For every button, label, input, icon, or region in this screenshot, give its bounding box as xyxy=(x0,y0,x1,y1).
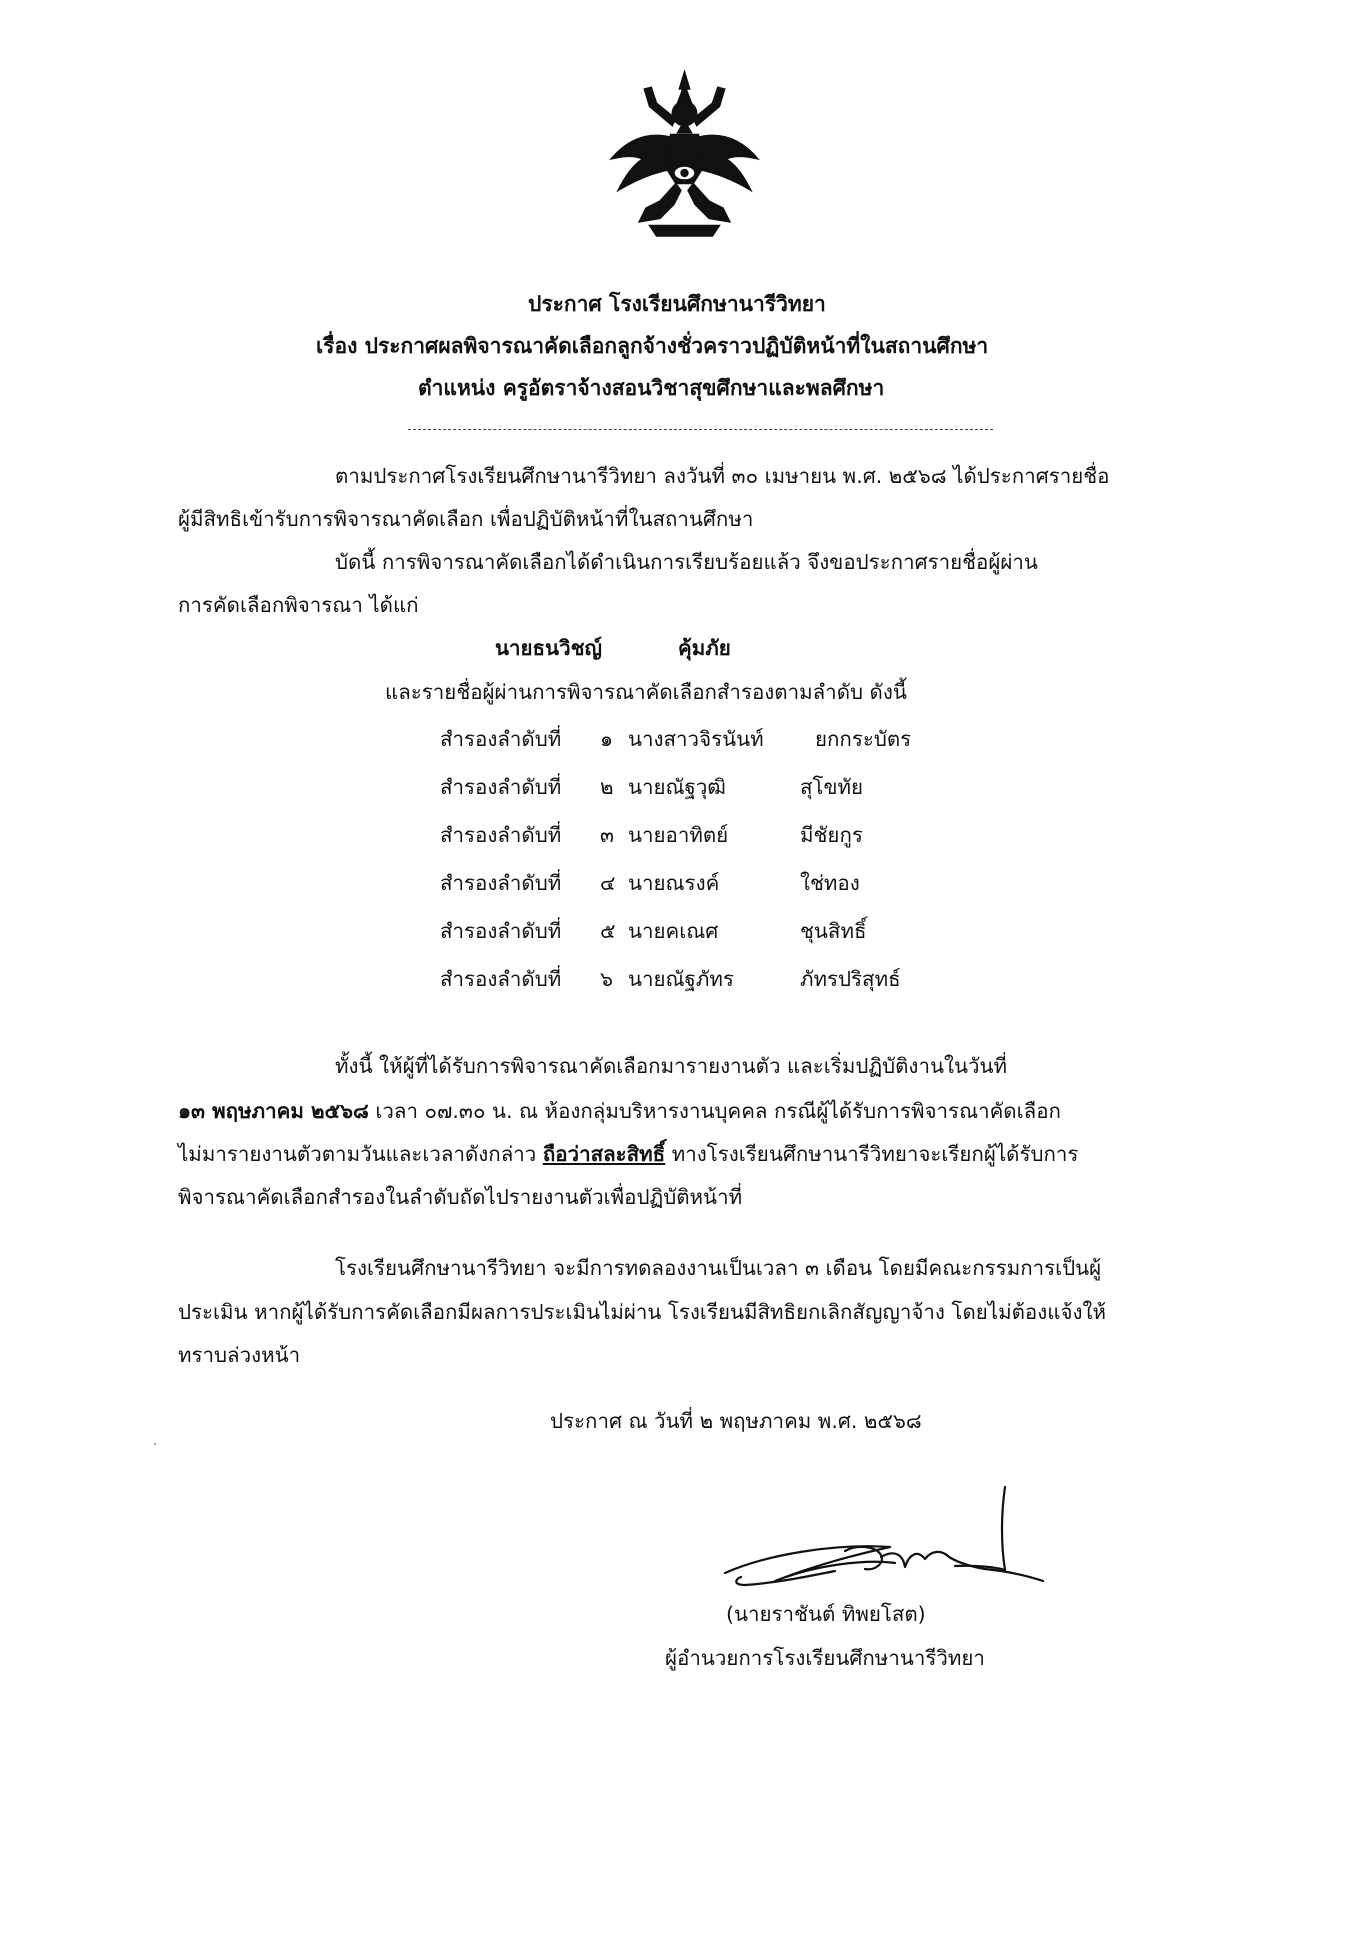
alternate-first-name: นางสาวจิรนันท์ xyxy=(628,727,764,751)
para4-line3: ทราบล่วงหน้า xyxy=(178,1343,301,1367)
alternate-last-name: สุโขทัย xyxy=(800,775,864,799)
alternate-rank: ๑ xyxy=(600,727,614,751)
report-time-place: เวลา ๐๗.๓๐ น. ณ ห้องกลุ่มบริหารงานบุคคล กรณีผู้ได้รับการพิจารณาคัดเลือก xyxy=(368,1099,1061,1123)
alternate-rank: ๓ xyxy=(600,823,615,847)
alternate-label: สำรองลำดับที่ xyxy=(440,727,562,751)
report-date: ๑๓ พฤษภาคม ๒๕๖๘ xyxy=(178,1099,369,1123)
signature-icon xyxy=(705,1485,1050,1600)
alternate-last-name: ยกกระบัตร xyxy=(815,727,912,751)
announcement-subject: เรื่อง ประกาศผลพิจารณาคัดเลือกลูกจ้างชั่วคราวปฏิบัติหน้าที่ในสถานศึกษา xyxy=(316,334,989,358)
alternate-first-name: นายณัฐภัทร xyxy=(628,967,734,991)
scan-speck xyxy=(154,1443,156,1445)
para4-line1: โรงเรียนศึกษานารีวิทยา จะมีการทดลองงานเป็นเวลา ๓ เดือน โดยมีคณะกรรมการเป็นผู้ xyxy=(335,1256,1102,1280)
alternate-last-name: มีชัยกูร xyxy=(800,823,863,847)
signatory-position: ผู้อำนวยการโรงเรียนศึกษานารีวิทยา xyxy=(665,1646,985,1670)
alternates-intro: และรายชื่อผู้ผ่านการพิจารณาคัดเลือกสำรองตามลำดับ ดังนี้ xyxy=(385,680,907,704)
alternate-rank: ๔ xyxy=(600,871,616,895)
alternate-label: สำรองลำดับที่ xyxy=(440,919,562,943)
header-divider xyxy=(408,429,993,430)
para1-line2: ผู้มีสิทธิเข้ารับการพิจารณาคัดเลือก เพื่อปฏิบัติหน้าที่ในสถานศึกษา xyxy=(178,507,754,531)
para3-line4: พิจารณาคัดเลือกสำรองในลำดับถัดไปรายงานตัวเพื่อปฏิบัติหน้าที่ xyxy=(178,1185,743,1209)
alternate-rank: ๕ xyxy=(600,919,616,943)
para4-line2: ประเมิน หากผู้ได้รับการคัดเลือกมีผลการประเมินไม่ผ่าน โรงเรียนมีสิทธิยกเลิกสัญญาจ้าง โดยไม่ต้องแจ้งให้ xyxy=(178,1300,1106,1324)
alternate-last-name: ภัทรปริสุทธ์ xyxy=(800,967,901,991)
announcement-title: ประกาศ โรงเรียนศึกษานารีวิทยา xyxy=(528,292,826,316)
alternate-last-name: ใช่ทอง xyxy=(800,871,860,895)
alternate-last-name: ชุนสิทธิ์ xyxy=(800,919,867,943)
selected-first-name: นายธนวิชญ์ xyxy=(495,636,602,660)
para2-line2: การคัดเลือกพิจารณา ได้แก่ xyxy=(178,593,419,617)
signatory-name: (นายราชันต์ ทิพยโสต) xyxy=(726,1602,926,1626)
para2-line1: บัดนี้ การพิจารณาคัดเลือกได้ดำเนินการเรียบร้อยแล้ว จึงขอประกาศรายชื่อผู้ผ่าน xyxy=(335,550,1038,574)
alternate-label: สำรองลำดับที่ xyxy=(440,871,562,895)
alternate-first-name: นายคเณศ xyxy=(628,919,719,943)
para3-line1: ทั้งนี้ ให้ผู้ที่ได้รับการพิจารณาคัดเลือกมารายงานตัว และเริ่มปฏิบัติงานในวันที่ xyxy=(335,1054,1008,1078)
para3-line3-post: ทางโรงเรียนศึกษานารีวิทยาจะเรียกผู้ได้รับการ xyxy=(665,1142,1079,1166)
para3-line3-pre: ไม่มารายงานตัวตามวันและเวลาดังกล่าว xyxy=(178,1142,543,1166)
alternate-first-name: นายอาทิตย์ xyxy=(628,823,729,847)
alternate-label: สำรองลำดับที่ xyxy=(440,967,562,991)
para1-line1: ตามประกาศโรงเรียนศึกษานารีวิทยา ลงวันที่ ๓๐ เมษายน พ.ศ. ๒๕๖๘ ได้ประกาศรายชื่อ xyxy=(335,464,1110,488)
alternate-label: สำรองลำดับที่ xyxy=(440,775,562,799)
announcement-date: ประกาศ ณ วันที่ ๒ พฤษภาคม พ.ศ. ๒๕๖๘ xyxy=(550,1409,922,1433)
alternate-label: สำรองลำดับที่ xyxy=(440,823,562,847)
announcement-position: ตำแหน่ง ครูอัตราจ้างสอนวิชาสุขศึกษาและพลศึกษา xyxy=(418,376,885,400)
alternate-first-name: นายณรงค์ xyxy=(628,871,720,895)
alternate-first-name: นายณัฐวุฒิ xyxy=(628,775,726,799)
selected-last-name: คุ้มภัย xyxy=(678,636,731,660)
para3-line2 xyxy=(178,1095,1061,1128)
alternate-rank: ๒ xyxy=(600,775,614,799)
para3-line3 xyxy=(178,1138,1078,1171)
alternate-rank: ๖ xyxy=(600,967,614,991)
garuda-emblem-icon xyxy=(597,68,772,243)
forfeit-notice: ถือว่าสละสิทธิ์ xyxy=(542,1142,666,1166)
